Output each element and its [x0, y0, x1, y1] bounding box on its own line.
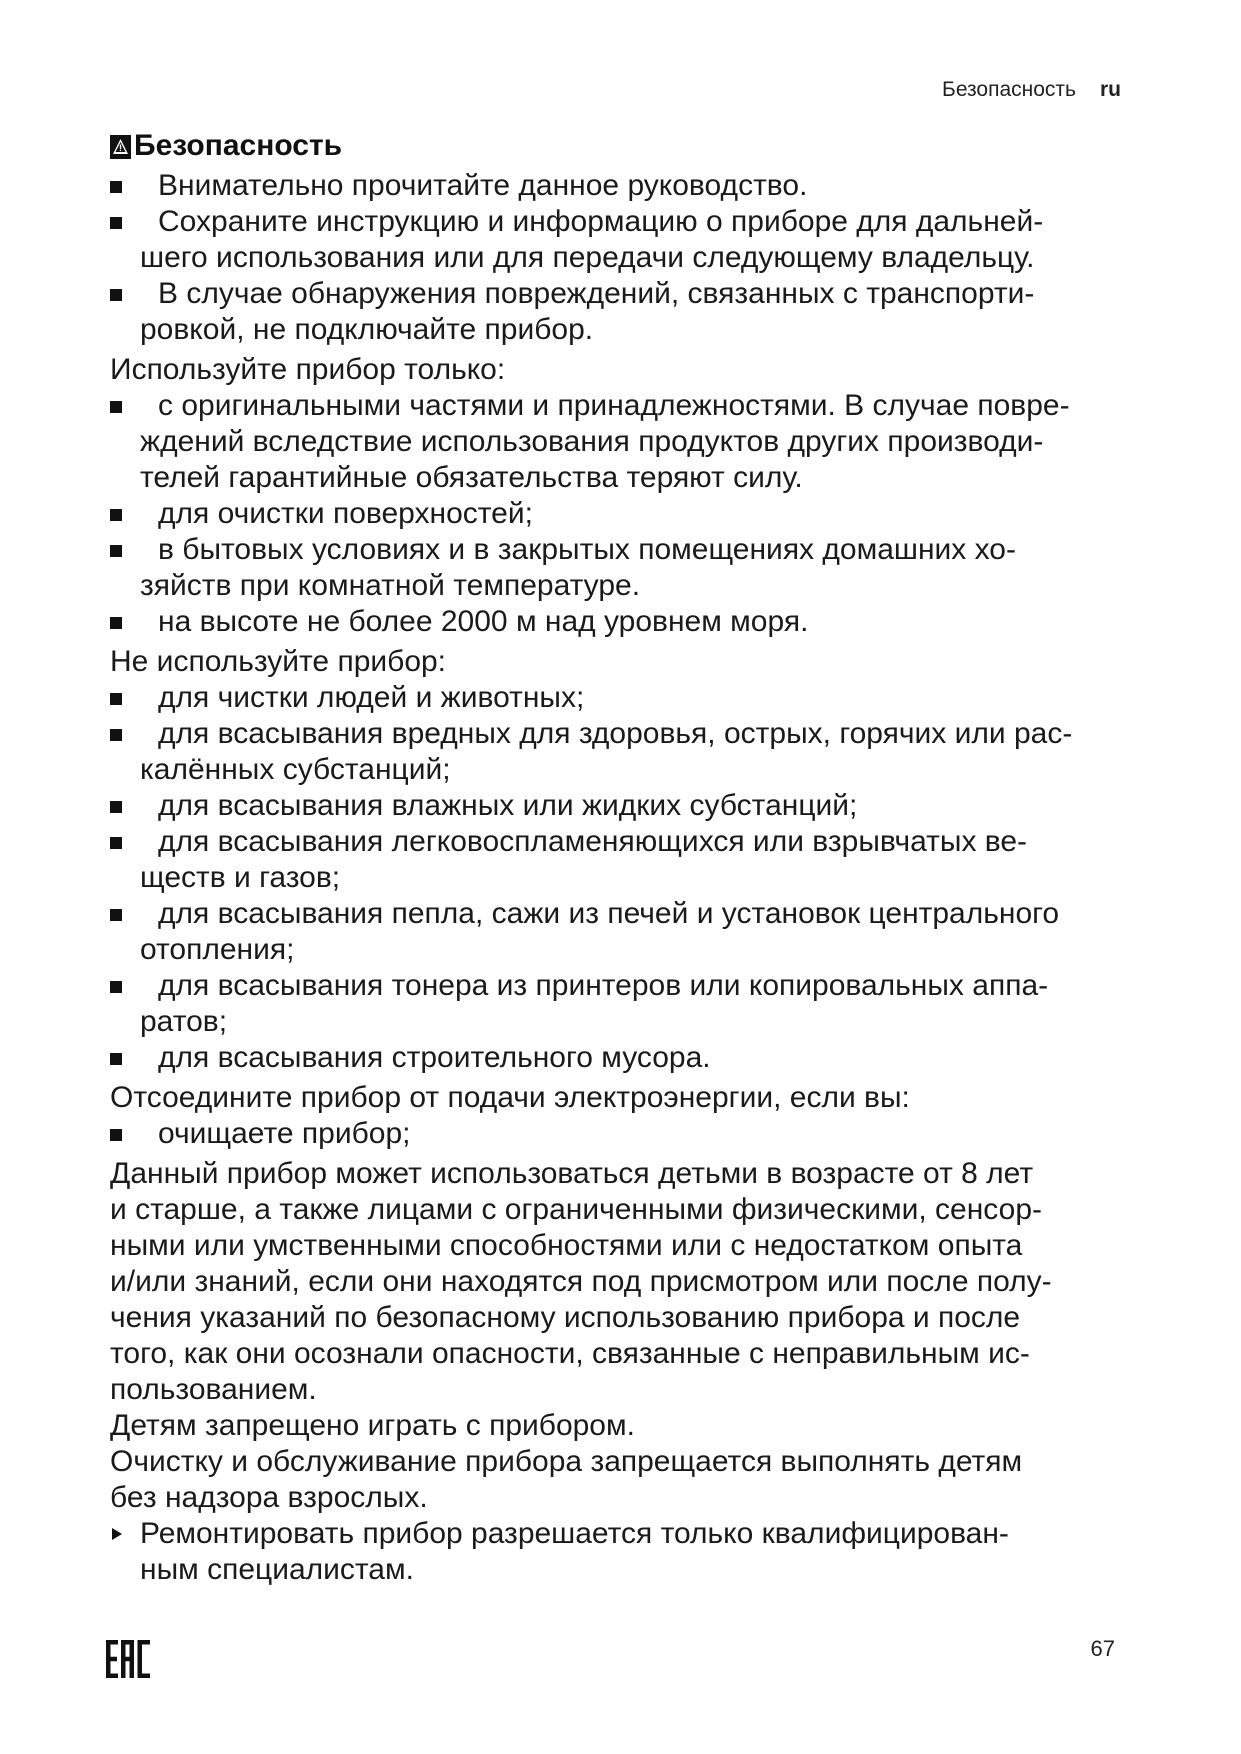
- list-item: очищаете прибор;: [110, 1116, 1160, 1152]
- list-item: Внимательно прочитайте данное руководство.: [110, 168, 1160, 204]
- square-bullet-icon: [110, 837, 122, 849]
- list-item: в бытовых условиях и в закрытых помещениях домашних хо- зяйств при комнатной температуре.: [110, 532, 1160, 604]
- list-item: для чистки людей и животных;: [110, 680, 1160, 716]
- list-item: для всасывания легковоспламеняющихся или взрывчатых ве- ществ и газов;: [110, 824, 1160, 896]
- header-language: ru: [1100, 78, 1121, 101]
- do-not-use-heading: Не используйте прибор:: [110, 645, 447, 678]
- square-bullet-icon: [110, 1129, 122, 1141]
- square-bullet-icon: [110, 181, 122, 193]
- page-header: [942, 78, 1121, 102]
- square-bullet-icon: [110, 729, 122, 741]
- square-bullet-icon: [110, 401, 122, 413]
- do-not-use-list: [110, 680, 1160, 1076]
- square-bullet-icon: [110, 617, 122, 629]
- list-item: для всасывания вредных для здоровья, острых, горячих или рас- калённых субстанций;: [110, 716, 1160, 788]
- disconnect-list: [110, 1116, 1160, 1152]
- square-bullet-icon: [110, 981, 122, 993]
- square-bullet-icon: [110, 217, 122, 229]
- repair-instruction-text: Ремонтировать прибор разрешается только квалифицирован- ным специалистам.: [140, 1517, 1009, 1586]
- list-item: Сохраните инструкцию и информацию о приборе для дальней- шего использования или для передачи следующему владельцу.: [110, 204, 1160, 276]
- list-item: для всасывания тонера из принтеров или копировальных аппа- ратов;: [110, 968, 1160, 1040]
- eac-logo: [106, 1640, 150, 1678]
- list-item: для всасывания влажных или жидких субстанций;: [110, 788, 1160, 824]
- list-item: для очистки поверхностей;: [110, 496, 1160, 532]
- safety-text: [110, 168, 1160, 1588]
- list-item: на высоте не более 2000 м над уровнем моря.: [110, 604, 1160, 640]
- children-cleaning-paragraph: Очистку и обслуживание прибора запрещается выполнять детям без надзора взрослых.: [110, 1445, 1023, 1514]
- square-bullet-icon: [110, 509, 122, 521]
- list-item: для всасывания пепла, сажи из печей и установок центрального отопления;: [110, 896, 1160, 968]
- square-bullet-icon: [110, 693, 122, 705]
- page-number: 67: [1090, 1636, 1115, 1661]
- square-bullet-icon: [110, 545, 122, 557]
- square-bullet-icon: [110, 1053, 122, 1065]
- section-title: [110, 128, 1160, 164]
- page-content: [110, 128, 1160, 1588]
- section-title-text: Безопасность: [134, 129, 343, 162]
- use-only-list: [110, 388, 1160, 640]
- header-section-name: Безопасность: [942, 78, 1076, 101]
- square-bullet-icon: [110, 909, 122, 921]
- intro-list: [110, 168, 1160, 348]
- square-bullet-icon: [110, 289, 122, 301]
- children-paragraph: Данный прибор может использоваться детьми в возрасте от 8 лет и старше, а также лицами с ограниченными физическими, сенсор- ными или умственными способностями или с недостатком опыта и/или знаний, если они находятся под присмотром или после полу- чения указаний по безопасному использованию прибора и после того, как они осознали опасности, связанные с неправильным ис- пользованием.: [110, 1157, 1052, 1406]
- use-only-heading: Используйте прибор только:: [110, 353, 506, 386]
- warning-triangle-icon: [110, 133, 132, 159]
- arrow-right-icon: [112, 1528, 122, 1540]
- disconnect-heading: Отсоедините прибор от подачи электроэнергии, если вы:: [110, 1081, 910, 1114]
- list-item: В случае обнаружения повреждений, связанных с транспорти- ровкой, не подключайте прибор.: [110, 276, 1160, 348]
- list-item: с оригинальными частями и принадлежностями. В случае повре- ждений вследствие использования продуктов других производи- телей гарантийные обязательства теряют силу.: [110, 388, 1160, 496]
- children-play-paragraph: Детям запрещено играть с прибором.: [110, 1409, 635, 1442]
- list-item: для всасывания строительного мусора.: [110, 1040, 1160, 1076]
- square-bullet-icon: [110, 801, 122, 813]
- repair-instruction: [110, 1516, 1160, 1588]
